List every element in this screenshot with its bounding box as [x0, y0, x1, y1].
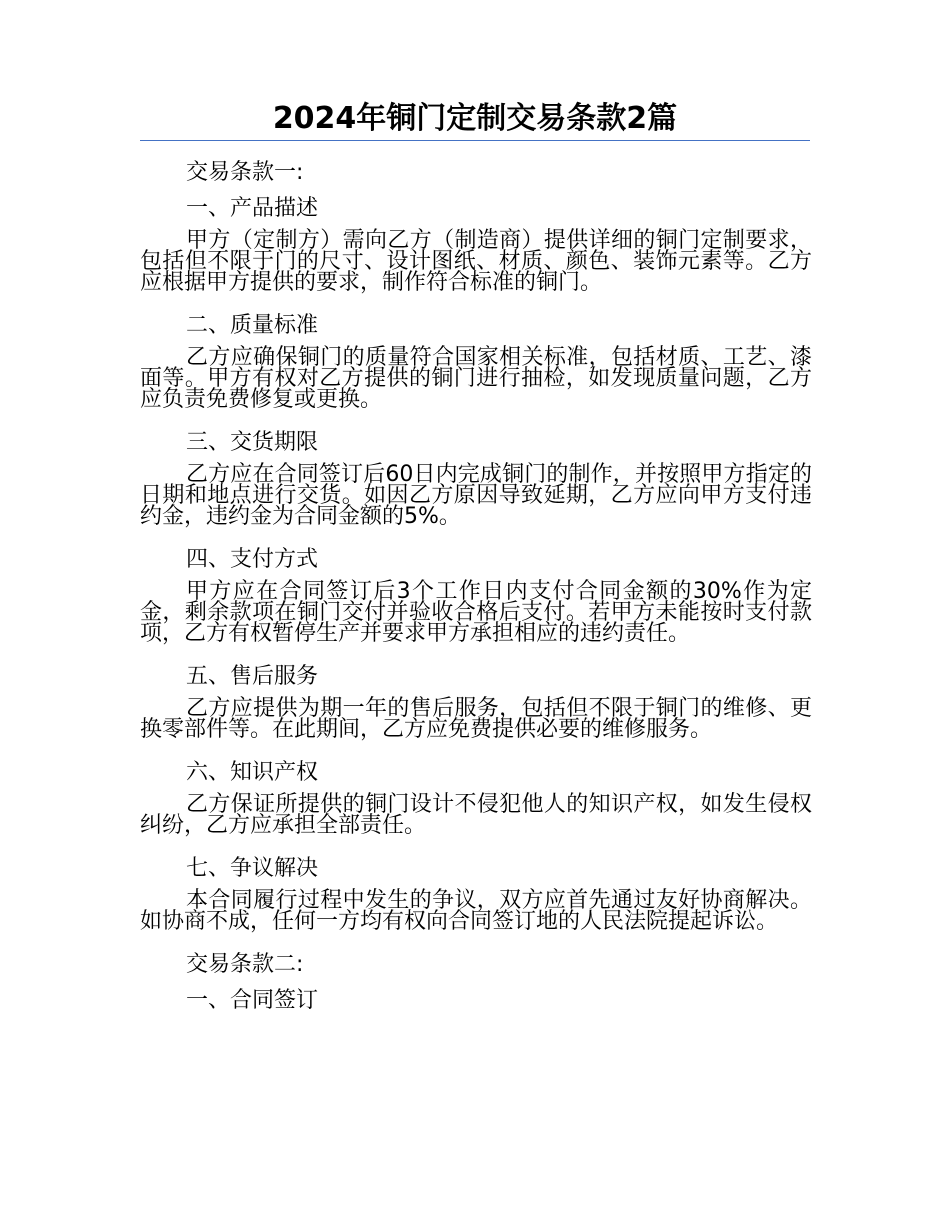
section-heading-quality-standard: 二、质量标准: [186, 313, 319, 338]
section-heading-terms-one: 交易条款一:: [186, 160, 304, 185]
section-heading-product-description: 一、产品描述: [186, 196, 319, 221]
paragraph-payment-method: 甲方应在合同签订后3个工作日内支付合同金额的30%作为定金，剩余款项在铜门交付并验收合格后支付。若甲方未能按时支付款项，乙方有权暂停生产并要求甲方承担相应的违约责任。: [140, 579, 812, 646]
paragraph-after-sales: 乙方应提供为期一年的售后服务，包括但不限于铜门的维修、更换零部件等。在此期间，乙方应免费提供必要的维修服务。: [140, 696, 812, 742]
paragraph-intellectual-property: 乙方保证所提供的铜门设计不侵犯他人的知识产权，如发生侵权纠纷，乙方应承担全部责任。: [140, 792, 812, 838]
section-heading-payment-method: 四、支付方式: [186, 547, 319, 572]
paragraph-quality-standard: 乙方应确保铜门的质量符合国家相关标准，包括材质、工艺、漆面等。甲方有权对乙方提供的铜门进行抽检，如发现质量问题，乙方应负责免费修复或更换。: [140, 345, 812, 412]
section-heading-after-sales: 五、售后服务: [186, 664, 319, 689]
section-heading-delivery-deadline: 三、交货期限: [186, 430, 319, 455]
paragraph-dispute-resolution: 本合同履行过程中发生的争议，双方应首先通过友好协商解决。如协商不成，任何一方均有权向合同签订地的人民法院提起诉讼。: [140, 888, 812, 934]
section-heading-intellectual-property: 六、知识产权: [186, 760, 319, 785]
section-heading-dispute-resolution: 七、争议解决: [186, 856, 319, 881]
document-body: [140, 156, 812, 1020]
section-heading-terms-two: 交易条款二:: [186, 952, 304, 977]
section-heading-contract-signing: 一、合同签订: [186, 988, 319, 1013]
document-title: 2024年铜门定制交易条款2篇: [140, 98, 810, 141]
paragraph-delivery-deadline: 乙方应在合同签订后60日内完成铜门的制作，并按照甲方指定的日期和地点进行交货。如因乙方原因导致延期，乙方应向甲方支付违约金，违约金为合同金额的5%。: [140, 462, 812, 529]
paragraph-product-description: 甲方（定制方）需向乙方（制造商）提供详细的铜门定制要求，包括但不限于门的尺寸、设计图纸、材质、颜色、装饰元素等。乙方应根据甲方提供的要求，制作符合标准的铜门。: [140, 228, 812, 295]
